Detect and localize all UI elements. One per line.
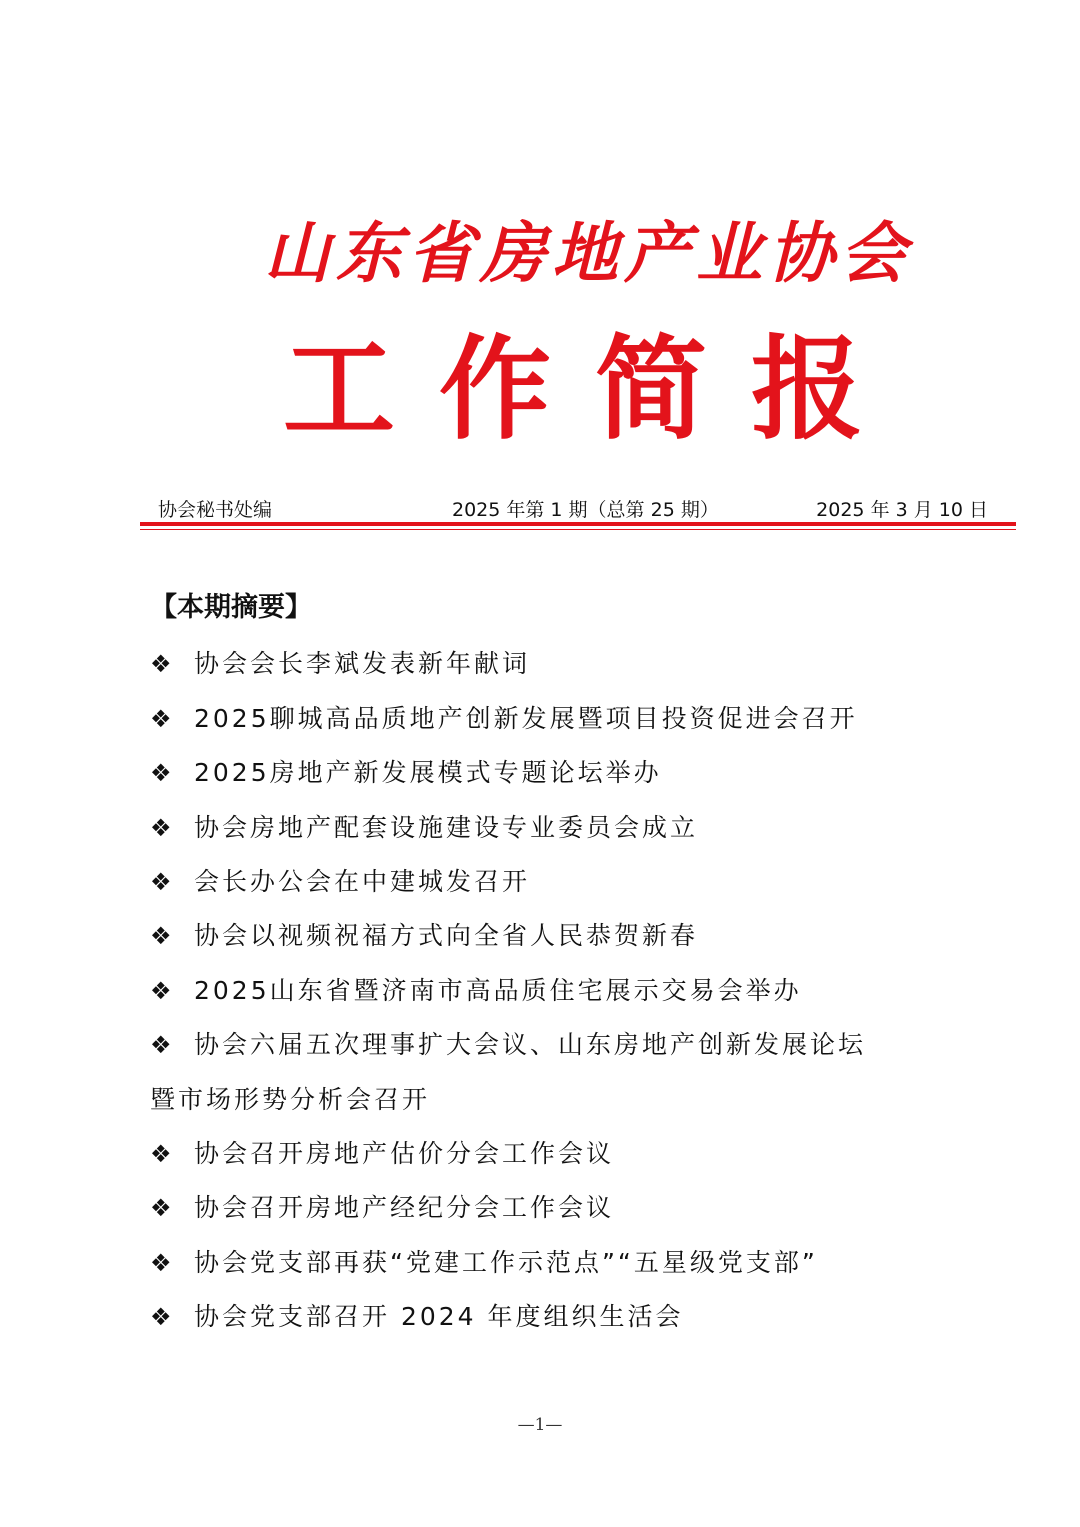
summary-item (150, 644, 530, 680)
summary-item-text: 协会党支部再获“党建工作示范点”“五星级党支部” (194, 1248, 818, 1277)
organization-name: 山东省房地产业协会 (264, 214, 912, 292)
summary-heading: 【本期摘要】 (150, 592, 312, 623)
bulletin-title: 工作简报 (283, 324, 907, 455)
issue-number: 2025 年第 1 期（总第 25 期） (452, 499, 719, 521)
summary-item-text: 协会召开房地产估价分会工作会议 (194, 1139, 615, 1168)
issue-info-row (158, 495, 988, 525)
summary-item-text: 协会召开房地产经纪分会工作会议 (194, 1193, 615, 1222)
summary-item-text: 协会党支部召开 2024 年度组织生活会 (194, 1302, 684, 1331)
diamond-bullet-icon: ❖ (150, 814, 172, 842)
summary-item-text: 会长办公会在中建城发召开 (194, 867, 531, 896)
diamond-bullet-icon: ❖ (150, 922, 172, 950)
summary-item (150, 1297, 684, 1333)
issue-editor: 协会秘书处编 (158, 499, 273, 521)
summary-item (150, 753, 662, 789)
summary-item (150, 971, 802, 1007)
summary-item-text: 协会会长李斌发表新年献词 (194, 649, 531, 678)
issue-date: 2025 年 3 月 10 日 (816, 499, 988, 521)
summary-item-continuation: 暨市场形势分析会召开 (150, 1085, 431, 1114)
summary-item-text: 2025山东省暨济南市高品质住宅展示交易会举办 (194, 976, 802, 1005)
summary-item (150, 1134, 614, 1170)
summary-item (150, 1188, 614, 1224)
diamond-bullet-icon: ❖ (150, 1140, 172, 1168)
summary-item (150, 1025, 866, 1061)
summary-item-text: 协会以视频祝福方式向全省人民恭贺新春 (194, 921, 699, 950)
summary-item-text: 2025房地产新发展模式专题论坛举办 (194, 758, 662, 787)
header-rule-thin (140, 529, 1016, 530)
diamond-bullet-icon: ❖ (150, 977, 172, 1005)
summary-item (150, 862, 530, 898)
summary-item (150, 808, 698, 844)
summary-item (150, 699, 858, 735)
diamond-bullet-icon: ❖ (150, 868, 172, 896)
header-rule-thick (140, 522, 1016, 526)
diamond-bullet-icon: ❖ (150, 1194, 172, 1222)
page-number: —1— (517, 1415, 563, 1435)
summary-item (150, 916, 698, 952)
summary-item-text: 协会六届五次理事扩大会议、山东房地产创新发展论坛 (194, 1030, 867, 1059)
diamond-bullet-icon: ❖ (150, 705, 172, 733)
summary-item-text: 协会房地产配套设施建设专业委员会成立 (194, 813, 699, 842)
diamond-bullet-icon: ❖ (150, 1303, 172, 1331)
summary-item-text: 2025聊城高品质地产创新发展暨项目投资促进会召开 (194, 704, 858, 733)
diamond-bullet-icon: ❖ (150, 759, 172, 787)
diamond-bullet-icon: ❖ (150, 1031, 172, 1059)
diamond-bullet-icon: ❖ (150, 650, 172, 678)
summary-item (150, 1243, 818, 1279)
diamond-bullet-icon: ❖ (150, 1249, 172, 1277)
